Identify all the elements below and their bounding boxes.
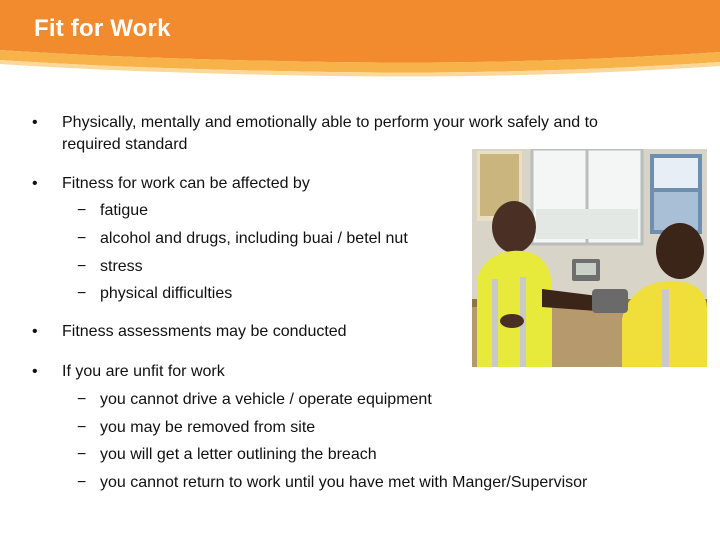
- bullet-text: If you are unfit for work: [62, 363, 225, 380]
- bullet-dot: •: [32, 323, 38, 340]
- sub-dash: −: [77, 202, 87, 219]
- sub-text: physical difficulties: [100, 285, 233, 302]
- sub-dash: −: [77, 258, 87, 275]
- sub-dash: −: [77, 446, 87, 463]
- sub-dash: −: [77, 391, 87, 408]
- bullet-dot: •: [32, 175, 38, 192]
- sub-text: you cannot drive a vehicle / operate equipment: [100, 391, 432, 408]
- sub-dash: −: [77, 474, 87, 491]
- sub-text: you may be removed from site: [100, 419, 316, 436]
- bullet-text: Physically, mentally and emotionally able to perform your work safely and to: [62, 114, 598, 131]
- sub-text: you cannot return to work until you have met with Manger/Supervisor: [100, 474, 588, 491]
- sub-text: alcohol and drugs, including buai / betel nut: [100, 230, 408, 247]
- sub-text: you will get a letter outlining the breach: [100, 446, 377, 463]
- bullet-text: Fitness assessments may be conducted: [62, 323, 347, 340]
- clinic-photo-icon: [472, 149, 707, 367]
- sub-text: fatigue: [100, 202, 149, 219]
- bullet-text: Fitness for work can be affected by: [62, 175, 310, 192]
- bullet-dot: •: [32, 363, 38, 380]
- bullet-text: required standard: [62, 136, 188, 153]
- sub-dash: −: [77, 230, 87, 247]
- sub-dash: −: [77, 419, 87, 436]
- sub-text: stress: [100, 258, 143, 275]
- bullet-dot: •: [32, 114, 38, 131]
- slide-title: Fit for Work: [34, 15, 171, 42]
- sub-dash: −: [77, 285, 87, 302]
